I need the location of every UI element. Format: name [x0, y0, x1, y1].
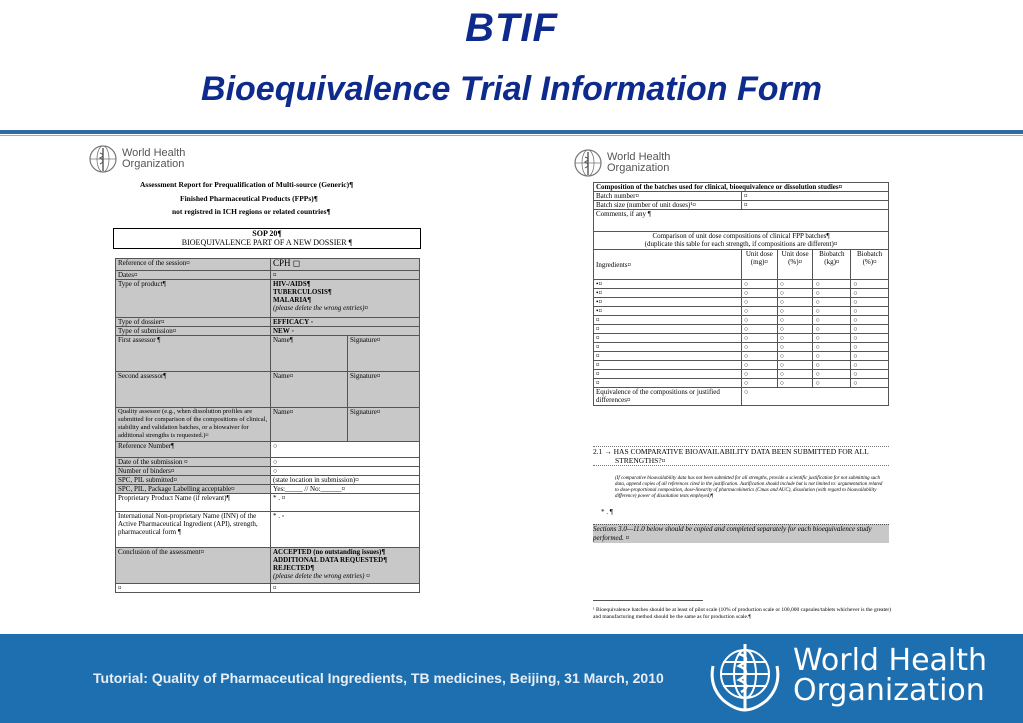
datesub-label: Date of the submission ¤	[116, 458, 271, 467]
footnote-separator	[593, 600, 703, 601]
quality-assessor-name: Name¤	[271, 408, 348, 442]
table-row: ¤ ○ ○ ○ ○	[594, 325, 889, 334]
inn-label: International Non-proprietary Name (INN) of the Active Pharmaceutical Ingredient (API), strength, pharmaceutical form ¶	[116, 512, 271, 548]
left-heading-3: not registred in ICH regions or related countries¶	[172, 207, 331, 216]
concl-accepted: ACCEPTED (no outstanding issues)¶	[273, 548, 386, 556]
product-label: Type of product¶	[116, 280, 271, 318]
bullet-line: * . ¶	[601, 508, 613, 516]
spc2-label: SPC, PIL, Package Labelling acceptable¤	[116, 485, 271, 494]
col-biobatch-pct: Biobatch (%)¤	[851, 250, 889, 280]
comments-label: Comments, if any ¶	[594, 210, 889, 232]
left-logo-line2: Organization	[122, 158, 185, 170]
composition-header: Composition of the batches used for clinical, bioequivalence or dissolution studies¤	[594, 183, 889, 192]
col-ingredients: Ingredients¤	[594, 250, 742, 280]
title-rule-thin	[0, 135, 1023, 136]
right-composition-table: Composition of the batches used for clinical, bioequivalence or dissolution studies¤ Batch number¤ ¤ Batch size (number of unit doses)¹¤ ¤ Comments, if any ¶ Comparison of unit dose compositions of clinical FPP batches¶ (duplicate this table for each strength, if compositions are different)¤ Ingredients¤ Unit dose (mg)¤ Unit dose (%)¤ Biobatch (kg)¤ Biobatch (%)¤ •¤ ○ ○ ○ ○ •¤ ○ ○ ○ ○ •¤ ○ ○ ○ ○ •¤ ○ ○ ○ ○ ¤ ○ ○ ○ ○ ¤ ○ ○ ○ ○ ¤ ○ ○ ○ ○ ¤ ○ ○ ○ ○ ¤ ○ ○ ○ ○ ¤ ○ ○ ○ ○ ¤ ○ ○ ○ ○ ¤ ○ ○ ○ ○ Equivalence of the compositions or justified differences¤ ○	[593, 182, 889, 406]
title-rule	[0, 130, 1023, 134]
section-21-line1: 2.1 → HAS COMPARATIVE BIOAVAILABILITY DATA BEEN SUBMITTED FOR ALL	[593, 447, 869, 456]
part-label: BIOEQUIVALENCE PART OF A NEW DOSSIER ¶	[181, 238, 353, 247]
table-row: ¤ ○ ○ ○ ○	[594, 343, 889, 352]
table-row: •¤ ○ ○ ○ ○	[594, 289, 889, 298]
second-assessor-signature: Signature¤	[348, 372, 420, 408]
spc2-value: Yes:_____ // No:______¤	[271, 485, 420, 494]
binders-label: Number of binders¤	[116, 467, 271, 476]
who-footer-logo	[705, 636, 987, 716]
spc-value: (state location in submission)¤	[271, 476, 420, 485]
slide-title: BTIF	[465, 6, 558, 50]
right-logo-line1: World Health	[607, 151, 671, 163]
last-row-label: ¤	[116, 584, 271, 593]
refnum-value: ○	[271, 442, 420, 458]
table-row: ¤ ○ ○ ○ ○	[594, 361, 889, 370]
left-form-table	[115, 258, 420, 593]
dates-label: Dates¤	[116, 271, 271, 280]
inn-value: * . ◦	[271, 512, 420, 548]
left-heading-2: Finished Pharmaceutical Products (FPPs)¶	[180, 194, 318, 203]
product-malaria: MALARIA¶	[273, 296, 312, 304]
footer-org-line1: World Health	[793, 643, 988, 678]
right-logo-line2: Organization	[607, 162, 670, 174]
binders-value: ○	[271, 467, 420, 476]
dossier-value: EFFICACY ◦	[271, 318, 420, 327]
left-logo-line1: World Health	[122, 147, 186, 159]
footer-text: Tutorial: Quality of Pharmaceutical Ingredients, TB medicines, Beijing, 31 March, 2010	[93, 670, 664, 686]
quality-assessor-label: Quality assessor (e.g., when dissolution profiles are submitted for comparison of the compositions of clinical, stability and validation batches, or a biowaiver for additional strengths is requested.)¤	[116, 408, 271, 442]
sop-box	[113, 228, 421, 249]
batch-number-label: Batch number¤	[594, 192, 742, 201]
table-row: •¤ ○ ○ ○ ○	[594, 280, 889, 289]
section-21-line2: STRENGTHS?¤	[615, 456, 666, 465]
conclusion-label: Conclusion of the assessment¤	[116, 548, 271, 584]
table-row: •¤ ○ ○ ○ ○	[594, 298, 889, 307]
quality-assessor-signature: Signature¤	[348, 408, 420, 442]
concl-additional: ADDITIONAL DATA REQUESTED¶	[273, 556, 387, 564]
left-form-page	[80, 140, 432, 620]
comparison-subtitle: (duplicate this table for each strength, if compositions are different)¤	[644, 240, 838, 248]
ppn-value: * . ¤	[271, 494, 420, 512]
footer-org-line2: Organization	[793, 673, 985, 708]
second-assessor-label: Second assessor¶	[116, 372, 271, 408]
ref-label: Reference of the session¤	[116, 259, 271, 271]
ppn-label: Proprietary Product Name (if relevant)¶	[116, 494, 271, 512]
second-assessor-name: Name¤	[271, 372, 348, 408]
col-biobatch-kg: Biobatch (kg)¤	[813, 250, 851, 280]
col-unit-dose-mg: Unit dose (mg)¤	[742, 250, 778, 280]
table-row: ¤ ○ ○ ○ ○	[594, 334, 889, 343]
slide-subtitle: Bioequivalence Trial Information Form	[201, 70, 822, 108]
product-tb: TUBERCULOSIS¶	[273, 288, 332, 296]
refnum-label: Reference Number¶	[116, 442, 271, 458]
table-row: •¤ ○ ○ ○ ○	[594, 307, 889, 316]
submission-value: NEW ◦	[271, 327, 420, 336]
batch-size-label: Batch size (number of unit doses)¹¤	[594, 201, 742, 210]
product-hiv: HIV-/AIDS¶	[273, 280, 311, 288]
who-emblem-icon	[573, 148, 603, 178]
table-row: ¤ ○ ○ ○ ○	[594, 352, 889, 361]
right-who-logo	[573, 148, 670, 178]
ref-value: CPH ◻	[271, 259, 420, 271]
dates-value: ¤	[271, 271, 420, 280]
submission-label: Type of submission¤	[116, 327, 271, 336]
col-unit-dose-pct: Unit dose (%)¤	[777, 250, 813, 280]
who-emblem-icon	[88, 144, 118, 174]
spc-label: SPC, PIL submitted¤	[116, 476, 271, 485]
datesub-value: ○	[271, 458, 420, 467]
sop-label: SOP 20¶	[252, 229, 282, 238]
section-21-note: (If comparative bioavailability data has not been submitted for all strengths, provide a scientific justification for not submitting such data, append copies of all references cited in the justification. Justification should include but is not limited to: argumentation related to dose-proportional composition, dose-linearity of pharmacokinetics (Cmax and AUC), dissolution (with regard to bioavailability difference) power of dissolution tests employed)¶	[615, 476, 883, 499]
sections-note: Sections 3.0—11.0 below should be copied and completed separately for each bioequivalence study performed. ¤	[593, 524, 889, 543]
section-21	[593, 446, 889, 466]
concl-note: (please delete the wrong entries) ¤	[273, 572, 370, 580]
dossier-label: Type of dossier¤	[116, 318, 271, 327]
table-row: ¤ ○ ○ ○ ○	[594, 370, 889, 379]
left-who-logo	[88, 144, 185, 174]
footnote: ¹ Bioequivalence batches should be at least of pilot scale (10% of production scale or 100,000 capsules/tablets whichever is the greater) and manufacturing method should be the same as for production scale.¶	[593, 607, 892, 620]
who-emblem-icon	[705, 636, 785, 716]
equivalence-label: Equivalence of the compositions or justified differences¤	[594, 388, 742, 406]
left-heading-1: Assessment Report for Prequalification of Multi-source (Generic)¶	[140, 180, 354, 189]
first-assessor-label: First assessor ¶	[116, 336, 271, 372]
table-row: ¤ ○ ○ ○ ○	[594, 379, 889, 388]
first-assessor-signature: Signature¤	[348, 336, 420, 372]
product-note: (please delete the wrong entries)¤	[273, 304, 368, 312]
right-form-page	[565, 140, 905, 630]
last-row-value: ¤	[271, 584, 420, 593]
concl-rejected: REJECTED¶	[273, 564, 315, 572]
table-row: ¤ ○ ○ ○ ○	[594, 316, 889, 325]
comparison-title: Comparison of unit dose compositions of clinical FPP batches¶	[652, 232, 830, 240]
first-assessor-name: Name¶	[271, 336, 348, 372]
